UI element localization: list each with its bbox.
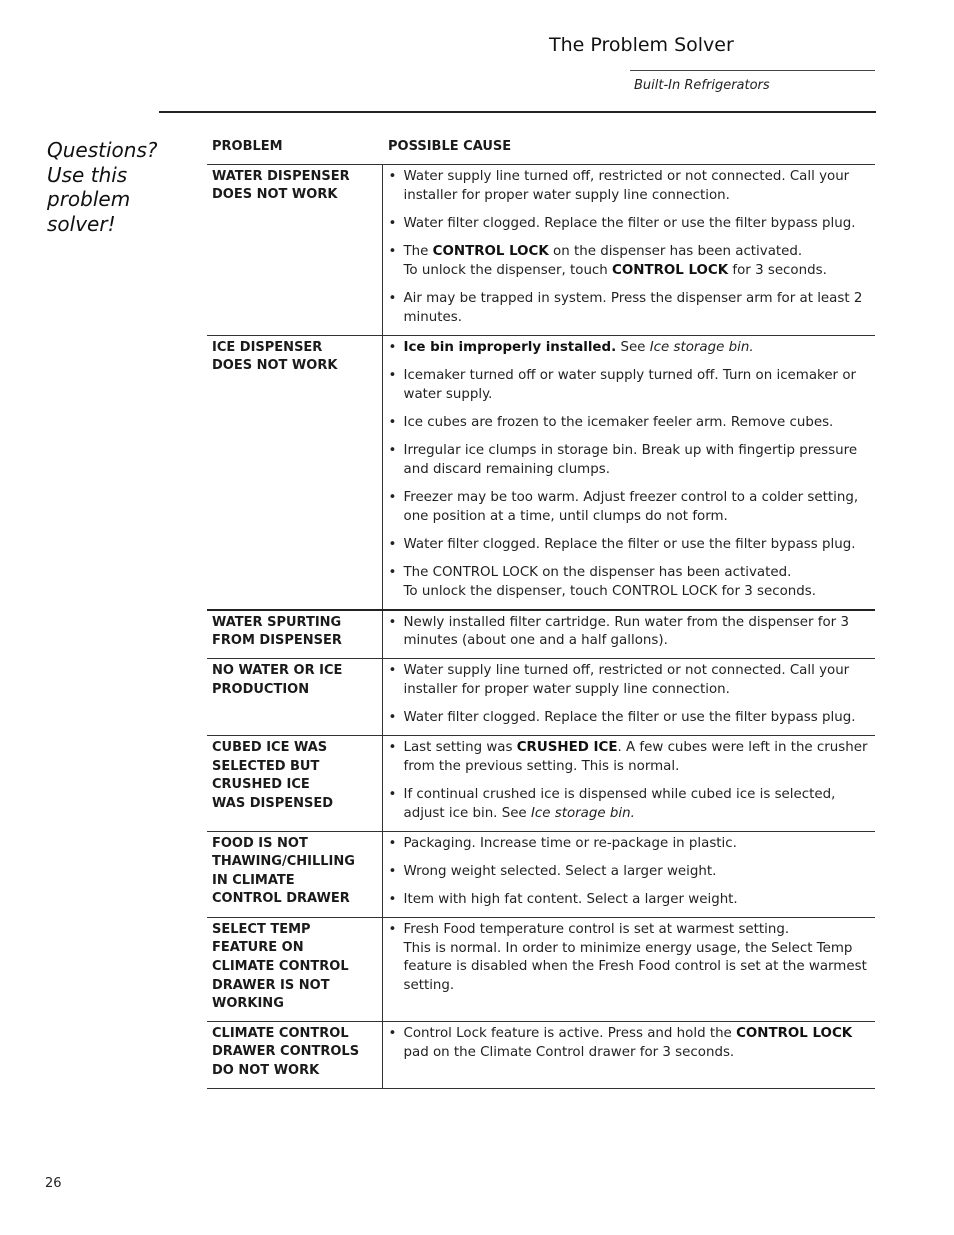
problem-label-line: WATER DISPENSER	[212, 168, 350, 184]
cause-text: Irregular ice clumps in storage bin. Break up with fingertip pressure and discard remaining clumps.	[403, 442, 858, 477]
cause-text: Water filter clogged. Replace the filter or use the filter bypass plug.	[403, 215, 856, 231]
side-heading-line: solver!	[47, 211, 116, 236]
cause-text: pad on the Climate Control drawer for 3 seconds.	[403, 1044, 735, 1060]
cause-text: The CONTROL LOCK on the dispenser has been activated.	[403, 565, 792, 581]
problem-label-line: IN CLIMATE	[212, 872, 295, 888]
problem-cell	[207, 659, 382, 736]
table-header-row	[207, 138, 875, 164]
possible-cause-cell	[382, 1021, 875, 1088]
list-item	[389, 891, 876, 910]
list-item	[389, 290, 876, 328]
problem-label-line: CRUSHED ICE	[212, 777, 310, 793]
problem-label-line: FEATURE ON	[212, 940, 304, 956]
possible-cause-cell	[382, 164, 875, 335]
problem-label-line: SELECTED BUT	[212, 758, 320, 774]
cause-reference: Ice storage bin.	[530, 805, 635, 821]
problem-label-line: SELECT TEMP	[212, 921, 311, 937]
table-row	[207, 335, 875, 610]
cause-emphasis: CONTROL LOCK	[612, 262, 729, 278]
list-item	[389, 489, 876, 527]
cause-text: Control Lock feature is active. Press and hold the	[403, 1025, 737, 1041]
cause-text: Water supply line turned off, restricted or not connected. Call your installer for proper water supply line connection.	[403, 168, 850, 203]
cause-text: The	[403, 243, 433, 259]
problem-solver-table-wrap	[207, 138, 875, 1089]
cause-list	[389, 662, 876, 728]
side-heading-line: Questions?	[47, 138, 158, 162]
cause-emphasis: CONTROL LOCK	[432, 243, 549, 259]
list-item	[389, 414, 876, 433]
column-header-possible-cause: POSSIBLE CAUSE	[382, 138, 875, 164]
cause-text: Wrong weight selected. Select a larger weight.	[403, 863, 717, 879]
cause-list	[389, 835, 876, 910]
problem-cell	[207, 917, 382, 1021]
problem-cell	[207, 736, 382, 832]
cause-text: Packaging. Increase time or re-package in plastic.	[403, 835, 737, 851]
cause-text: Icemaker turned off or water supply turned off. Turn on icemaker or water supply.	[403, 367, 857, 402]
list-item	[389, 564, 876, 602]
cause-list	[389, 739, 876, 824]
cause-text: for 3 seconds.	[728, 262, 827, 278]
possible-cause-cell	[382, 335, 875, 610]
problem-label-line: THAWING/CHILLING	[212, 854, 355, 870]
cause-emphasis: Ice bin improperly installed.	[403, 339, 617, 355]
problem-label-line: CLIMATE CONTROL	[212, 1025, 349, 1041]
list-item	[389, 863, 876, 882]
table-row	[207, 164, 875, 335]
cause-text: To unlock the dispenser, touch	[403, 262, 613, 278]
list-item	[389, 662, 876, 700]
problem-label-line: DRAWER CONTROLS	[212, 1044, 360, 1060]
problem-label-line: CONTROL DRAWER	[212, 891, 350, 907]
problem-cell	[207, 831, 382, 917]
cause-text: Newly installed filter cartridge. Run water from the dispenser for 3 minutes (about one and a half gallons).	[403, 614, 849, 649]
page-subtitle: Built-In Refrigerators	[634, 78, 770, 93]
problem-label-line: CUBED ICE WAS	[212, 740, 328, 756]
page-number: 26	[45, 1176, 62, 1191]
problem-label-line: WAS DISPENSED	[212, 795, 334, 811]
list-item	[389, 442, 876, 480]
list-item	[389, 168, 876, 206]
side-heading	[47, 138, 187, 236]
title-rule	[630, 70, 875, 71]
table-row	[207, 917, 875, 1021]
table-row	[207, 736, 875, 832]
list-item	[389, 367, 876, 405]
cause-text: Water supply line turned off, restricted or not connected. Call your installer for proper water supply line connection.	[403, 663, 850, 698]
problem-label-line: FOOD IS NOT	[212, 835, 308, 851]
problem-label-line: DO NOT WORK	[212, 1062, 320, 1078]
list-item	[389, 215, 876, 234]
table-row	[207, 1021, 875, 1088]
list-item	[389, 786, 876, 824]
problem-cell	[207, 1021, 382, 1088]
problem-cell	[207, 610, 382, 659]
cause-text: Fresh Food temperature control is set at warmest setting.	[403, 921, 790, 937]
list-item	[389, 1025, 876, 1063]
cause-text: Freezer may be too warm. Adjust freezer control to a colder setting, one position at a time, until clumps do not form.	[403, 489, 859, 524]
cause-text: Air may be trapped in system. Press the dispenser arm for at least 2 minutes.	[403, 290, 863, 325]
list-item	[389, 536, 876, 555]
problem-label-line: WORKING	[212, 996, 284, 1012]
cause-reference: Ice storage bin.	[649, 339, 754, 355]
possible-cause-cell	[382, 736, 875, 832]
table-row	[207, 831, 875, 917]
side-heading-line: Use this	[47, 162, 128, 187]
cause-text: . A few cubes were left in the crusher from the previous setting. This is normal.	[403, 740, 868, 774]
cause-list	[389, 921, 876, 996]
cause-text: See	[616, 339, 650, 355]
problem-solver-table	[207, 138, 875, 1089]
header-rule	[159, 111, 876, 113]
table-row	[207, 610, 875, 659]
problem-label-line: DRAWER IS NOT	[212, 977, 330, 993]
cause-text: Item with high fat content. Select a larger weight.	[403, 891, 738, 907]
cause-text: To unlock the dispenser, touch CONTROL LOCK for 3 seconds.	[403, 583, 817, 599]
cause-emphasis: CRUSHED ICE	[516, 740, 618, 756]
problem-label-line: DOES NOT WORK	[212, 358, 338, 374]
list-item	[389, 739, 876, 777]
cause-list	[389, 614, 876, 652]
cause-text: Last setting was	[403, 740, 517, 756]
cause-text: Ice cubes are frozen to the icemaker feeler arm. Remove cubes.	[403, 414, 834, 430]
list-item	[389, 835, 876, 854]
list-item	[389, 339, 876, 358]
problem-label-line: PRODUCTION	[212, 681, 310, 697]
problem-cell	[207, 335, 382, 610]
cause-emphasis: CONTROL LOCK	[736, 1025, 853, 1041]
problem-cell	[207, 164, 382, 335]
possible-cause-cell	[382, 917, 875, 1021]
list-item	[389, 709, 876, 728]
problem-label-line: WATER SPURTING	[212, 614, 342, 630]
possible-cause-cell	[382, 831, 875, 917]
page-title: The Problem Solver	[549, 34, 734, 56]
possible-cause-cell	[382, 610, 875, 659]
cause-list	[389, 1025, 876, 1063]
problem-label-line: ICE DISPENSER	[212, 339, 323, 355]
cause-text: on the dispenser has been activated.	[548, 243, 803, 259]
table-body	[207, 164, 875, 1088]
list-item	[389, 243, 876, 281]
list-item	[389, 614, 876, 652]
table-row	[207, 659, 875, 736]
cause-text: If continual crushed ice is dispensed while cubed ice is selected, adjust ice bin. See	[403, 787, 836, 821]
cause-list	[389, 339, 876, 602]
cause-list	[389, 168, 876, 328]
cause-text: Water filter clogged. Replace the filter or use the filter bypass plug.	[403, 536, 856, 552]
column-header-problem: PROBLEM	[207, 138, 382, 164]
problem-label-line: NO WATER OR ICE	[212, 663, 343, 679]
problem-label-line: FROM DISPENSER	[212, 633, 342, 649]
cause-text: This is normal. In order to minimize energy usage, the Select Temp feature is disabled when the Fresh Food control is set at the warmest setting.	[403, 940, 867, 994]
side-heading-line: problem	[47, 187, 131, 211]
problem-label-line: CLIMATE CONTROL	[212, 958, 349, 974]
possible-cause-cell	[382, 659, 875, 736]
list-item	[389, 921, 876, 996]
problem-label-line: DOES NOT WORK	[212, 187, 338, 203]
cause-text: Water filter clogged. Replace the filter or use the filter bypass plug.	[403, 710, 856, 726]
